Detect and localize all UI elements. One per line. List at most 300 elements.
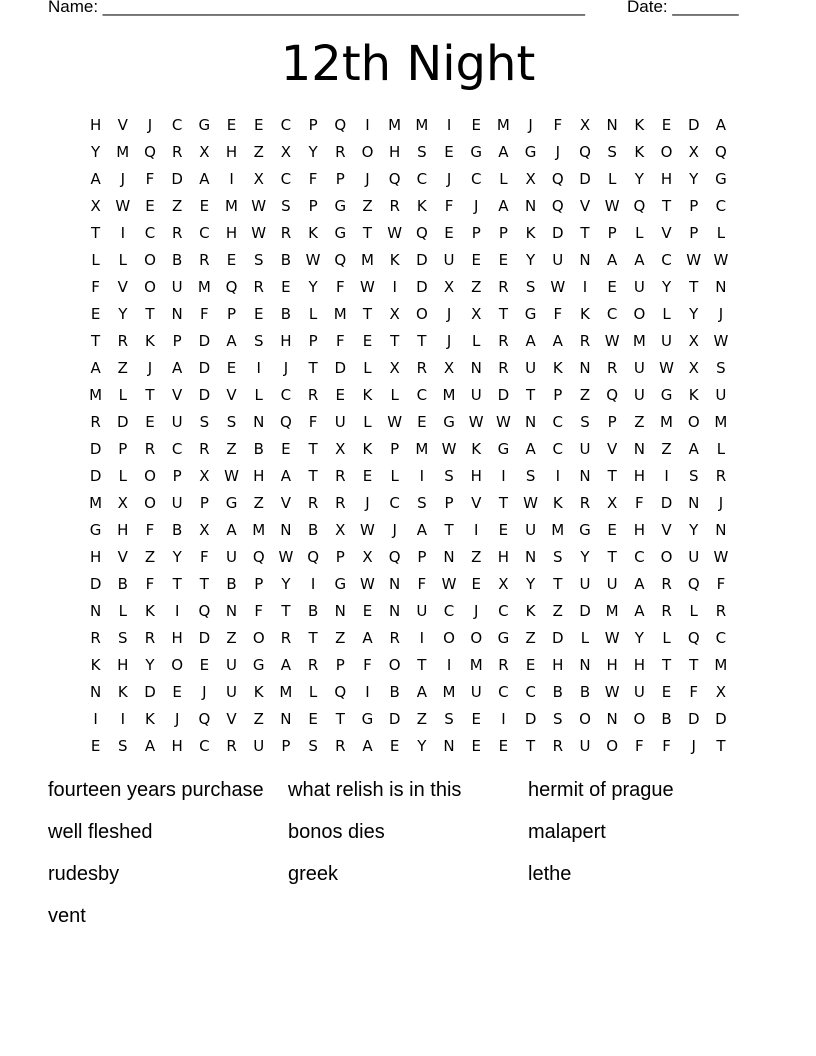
grid-letter: U <box>334 412 346 431</box>
grid-letter: W <box>713 547 729 566</box>
grid-letter: V <box>226 385 237 404</box>
grid-letter: M <box>469 655 483 674</box>
grid-letter: S <box>553 709 563 728</box>
grid-letter: K <box>525 223 536 242</box>
grid-letter: J <box>392 520 397 539</box>
grid-letter: A <box>90 169 101 188</box>
grid-letter: G <box>715 169 727 188</box>
grid-letter: Y <box>308 277 318 296</box>
grid-letter: T <box>335 709 345 728</box>
grid-letter: R <box>253 277 264 296</box>
grid-letter: M <box>714 412 728 431</box>
grid-letter: S <box>253 250 264 269</box>
grid-letter: G <box>361 709 374 728</box>
grid-letter: T <box>308 466 318 485</box>
grid-letter: Q <box>144 142 156 161</box>
grid-letter: U <box>253 736 265 755</box>
grid-letter: F <box>91 277 100 296</box>
grid-row <box>82 462 742 489</box>
grid-letter: L <box>91 250 100 269</box>
grid-letter: L <box>716 223 726 242</box>
grid-letter: J <box>474 196 479 215</box>
grid-letter: S <box>226 412 237 431</box>
grid-letter: E <box>471 736 481 755</box>
grid-letter: E <box>471 709 481 728</box>
date-field-label[interactable]: Date: _______ <box>627 0 739 16</box>
grid-letter: K <box>90 655 101 674</box>
grid-letter: L <box>716 439 726 458</box>
grid-letter: X <box>688 358 699 377</box>
grid-letter: L <box>363 412 372 431</box>
grid-letter: D <box>687 709 700 728</box>
grid-letter: V <box>117 115 128 134</box>
grid-letter: D <box>89 574 102 593</box>
grid-letter: L <box>662 628 671 647</box>
grid-letter: E <box>471 250 481 269</box>
header-line <box>48 0 748 21</box>
grid-letter: N <box>389 601 401 620</box>
grid-letter: I <box>93 709 98 728</box>
grid-letter: T <box>281 601 291 620</box>
grid-letter: S <box>118 736 128 755</box>
grid-letter: A <box>525 331 536 350</box>
grid-letter: A <box>634 574 645 593</box>
grid-letter: I <box>365 115 370 134</box>
grid-letter: E <box>498 250 509 269</box>
grid-letter: A <box>525 439 536 458</box>
grid-letter: C <box>552 412 564 431</box>
grid-letter: U <box>661 331 673 350</box>
grid-letter: E <box>335 385 346 404</box>
grid-row <box>82 624 742 651</box>
grid-letter: W <box>686 250 702 269</box>
grid-letter: E <box>281 439 291 458</box>
grid-letter: K <box>634 142 645 161</box>
grid-letter: F <box>308 169 318 188</box>
grid-letter: W <box>251 223 267 242</box>
word-list <box>48 778 768 928</box>
grid-letter: W <box>713 331 729 350</box>
grid-letter: R <box>335 466 346 485</box>
grid-letter: D <box>144 682 156 701</box>
grid-letter: T <box>362 223 373 242</box>
grid-letter: E <box>253 304 264 323</box>
grid-letter: P <box>172 331 182 350</box>
grid-letter: Z <box>416 709 427 728</box>
grid-row <box>82 300 742 327</box>
grid-letter: D <box>579 169 591 188</box>
grid-letter: V <box>172 385 183 404</box>
grid-letter: N <box>633 439 645 458</box>
grid-letter: D <box>715 709 727 728</box>
grid-letter: N <box>524 196 537 215</box>
grid-letter: Q <box>687 574 700 593</box>
grid-letter: B <box>280 304 292 323</box>
grid-letter: X <box>199 520 210 539</box>
grid-letter: P <box>607 223 617 242</box>
grid-letter: C <box>416 385 428 404</box>
grid-letter: Q <box>198 601 211 620</box>
grid-letter: N <box>253 412 265 431</box>
grid-letter: Y <box>526 574 536 593</box>
word-search-grid <box>82 111 742 759</box>
grid-letter: U <box>226 682 238 701</box>
grid-letter: A <box>280 655 292 674</box>
grid-letter: E <box>444 223 454 242</box>
grid-letter: K <box>117 682 128 701</box>
grid-row <box>82 165 742 192</box>
grid-letter: U <box>171 412 183 431</box>
grid-letter: O <box>415 304 428 323</box>
grid-letter: J <box>120 169 125 188</box>
grid-letter: T <box>390 331 400 350</box>
grid-letter: N <box>579 250 591 269</box>
grid-letter: W <box>278 547 294 566</box>
grid-row <box>82 678 742 705</box>
grid-letter: P <box>308 331 318 350</box>
grid-letter: T <box>716 736 726 755</box>
grid-letter: L <box>472 331 481 350</box>
grid-letter: C <box>416 169 428 188</box>
grid-letter: D <box>416 250 428 269</box>
grid-letter: Q <box>225 277 238 296</box>
grid-letter: C <box>634 547 645 566</box>
grid-letter: H <box>171 628 183 647</box>
grid-letter: T <box>661 655 672 674</box>
grid-letter: W <box>604 196 620 215</box>
grid-letter: N <box>606 709 618 728</box>
grid-letter: T <box>526 736 536 755</box>
grid-letter: G <box>660 385 673 404</box>
grid-letter: Q <box>252 547 265 566</box>
grid-letter: O <box>633 709 646 728</box>
grid-letter: J <box>446 169 452 188</box>
grid-letter: P <box>471 223 481 242</box>
grid-row <box>82 516 742 543</box>
grid-letter: D <box>660 493 673 512</box>
grid-letter: P <box>390 439 400 458</box>
grid-letter: W <box>360 277 375 296</box>
grid-letter: F <box>553 115 563 134</box>
grid-letter: Y <box>417 736 427 755</box>
grid-letter: W <box>523 493 539 512</box>
grid-letter: C <box>389 493 400 512</box>
grid-letter: V <box>661 520 672 539</box>
grid-letter: X <box>443 277 455 296</box>
grid-letter: M <box>660 412 673 431</box>
grid-letter: M <box>442 682 456 701</box>
grid-letter: P <box>444 493 454 512</box>
grid-letter: T <box>362 304 373 323</box>
grid-letter: S <box>580 412 590 431</box>
grid-letter: D <box>198 331 211 350</box>
grid-letter: T <box>444 520 454 539</box>
grid-letter: R <box>307 385 319 404</box>
grid-letter: F <box>417 574 427 593</box>
grid-letter: R <box>552 736 563 755</box>
grid-row <box>82 732 742 759</box>
grid-letter: V <box>607 439 618 458</box>
grid-letter: Z <box>226 628 237 647</box>
grid-letter: X <box>253 169 264 188</box>
word-list-item: bonos dies <box>288 821 385 843</box>
grid-letter: M <box>442 385 456 404</box>
grid-row <box>82 192 742 219</box>
grid-letter: Z <box>552 601 563 620</box>
grid-letter: J <box>474 601 479 620</box>
grid-letter: F <box>254 601 264 620</box>
grid-letter: W <box>604 628 620 647</box>
grid-letter: A <box>362 628 373 647</box>
grid-letter: X <box>362 547 373 566</box>
word-list-item: malapert <box>528 821 606 843</box>
grid-letter: V <box>117 277 128 296</box>
grid-letter: C <box>280 115 292 134</box>
grid-letter: F <box>145 520 155 539</box>
grid-letter: C <box>443 601 455 620</box>
grid-letter: D <box>198 358 211 377</box>
grid-letter: R <box>307 493 319 512</box>
grid-letter: T <box>199 574 209 593</box>
grid-letter: C <box>661 250 672 269</box>
grid-letter: T <box>91 223 101 242</box>
grid-letter: F <box>363 655 372 674</box>
grid-letter: D <box>497 385 510 404</box>
grid-letter: O <box>470 628 483 647</box>
grid-letter: O <box>144 250 156 269</box>
grid-letter: H <box>389 142 401 161</box>
grid-letter: N <box>443 736 455 755</box>
grid-letter: M <box>415 115 429 134</box>
grid-letter: K <box>580 304 590 323</box>
grid-letter: K <box>634 115 645 134</box>
grid-letter: I <box>474 520 479 539</box>
grid-letter: B <box>226 574 237 593</box>
grid-letter: X <box>443 358 455 377</box>
grid-letter: R <box>335 493 346 512</box>
grid-letter: B <box>172 250 183 269</box>
grid-letter: I <box>555 466 560 485</box>
grid-letter: Q <box>415 223 428 242</box>
grid-letter: R <box>335 736 346 755</box>
grid-letter: Z <box>253 709 264 728</box>
grid-letter: T <box>91 331 101 350</box>
grid-letter: S <box>281 196 291 215</box>
grid-letter: M <box>632 331 646 350</box>
grid-row <box>82 327 742 354</box>
grid-letter: A <box>634 601 645 620</box>
grid-letter: M <box>252 520 266 539</box>
grid-letter: C <box>199 736 210 755</box>
grid-letter: O <box>687 412 700 431</box>
grid-letter: D <box>198 628 211 647</box>
grid-letter: X <box>579 115 591 134</box>
grid-letter: D <box>416 277 428 296</box>
grid-letter: N <box>606 115 618 134</box>
grid-letter: C <box>470 169 482 188</box>
grid-letter: F <box>200 547 209 566</box>
grid-letter: A <box>607 250 618 269</box>
grid-letter: Y <box>689 169 699 188</box>
grid-letter: R <box>335 142 346 161</box>
grid-letter: T <box>308 358 318 377</box>
grid-letter: R <box>416 358 428 377</box>
grid-letter: H <box>117 655 129 674</box>
grid-letter: H <box>552 655 564 674</box>
grid-letter: F <box>444 196 454 215</box>
grid-letter: R <box>171 142 183 161</box>
grid-letter: R <box>117 331 128 350</box>
grid-letter: P <box>308 196 318 215</box>
grid-letter: B <box>579 682 591 701</box>
grid-letter: D <box>89 466 102 485</box>
grid-letter: F <box>145 169 155 188</box>
grid-letter: F <box>662 736 671 755</box>
grid-letter: I <box>446 115 452 134</box>
grid-letter: N <box>225 601 238 620</box>
grid-letter: X <box>335 439 346 458</box>
grid-letter: G <box>579 520 591 539</box>
grid-letter: Y <box>281 574 291 593</box>
grid-letter: W <box>441 574 457 593</box>
grid-letter: P <box>417 547 427 566</box>
grid-letter: Z <box>226 439 237 458</box>
grid-letter: H <box>633 466 645 485</box>
grid-letter: N <box>280 709 292 728</box>
grid-letter: E <box>253 115 264 134</box>
grid-letter: B <box>253 439 264 458</box>
grid-letter: Z <box>172 196 183 215</box>
grid-letter: G <box>89 520 102 539</box>
grid-letter: T <box>498 304 508 323</box>
grid-letter: U <box>688 547 700 566</box>
grid-letter: A <box>416 682 427 701</box>
grid-letter: F <box>716 574 726 593</box>
grid-letter: D <box>579 601 591 620</box>
grid-letter: S <box>253 331 264 350</box>
grid-letter: P <box>689 223 699 242</box>
grid-letter: R <box>307 655 319 674</box>
grid-letter: R <box>171 223 183 242</box>
name-field-label[interactable]: Name: ___________________________________________________ <box>48 0 585 16</box>
grid-letter: R <box>715 601 727 620</box>
grid-row <box>82 570 742 597</box>
grid-letter: G <box>497 628 510 647</box>
grid-letter: O <box>144 466 156 485</box>
grid-letter: M <box>360 250 374 269</box>
grid-letter: E <box>199 655 210 674</box>
grid-letter: W <box>659 358 674 377</box>
grid-letter: P <box>281 736 291 755</box>
grid-letter: H <box>225 223 238 242</box>
grid-letter: O <box>252 628 265 647</box>
grid-letter: E <box>172 682 182 701</box>
grid-letter: Q <box>280 412 292 431</box>
grid-letter: E <box>145 196 155 215</box>
grid-letter: V <box>471 493 482 512</box>
grid-letter: X <box>199 466 210 485</box>
grid-letter: Y <box>689 304 699 323</box>
grid-letter: O <box>660 142 673 161</box>
grid-letter: P <box>254 574 264 593</box>
grid-letter: Z <box>144 547 156 566</box>
grid-letter: O <box>579 709 591 728</box>
grid-letter: U <box>715 385 727 404</box>
grid-letter: N <box>443 547 455 566</box>
grid-letter: I <box>120 709 125 728</box>
grid-letter: K <box>145 601 155 620</box>
word-list-item: vent <box>48 905 86 927</box>
grid-letter: U <box>171 493 183 512</box>
grid-letter: Q <box>334 250 347 269</box>
grid-letter: T <box>417 331 427 350</box>
grid-letter: C <box>171 439 183 458</box>
grid-letter: N <box>470 358 482 377</box>
grid-letter: U <box>525 358 537 377</box>
grid-letter: M <box>415 439 429 458</box>
grid-letter: J <box>283 358 289 377</box>
grid-letter: I <box>392 277 397 296</box>
grid-letter: C <box>199 223 210 242</box>
grid-letter: L <box>118 250 127 269</box>
grid-letter: Z <box>579 385 591 404</box>
grid-letter: T <box>607 547 617 566</box>
grid-letter: S <box>525 466 536 485</box>
grid-letter: R <box>389 628 400 647</box>
grid-letter: E <box>226 250 237 269</box>
grid-letter: S <box>444 709 454 728</box>
grid-letter: R <box>90 628 101 647</box>
grid-letter: L <box>499 169 508 188</box>
grid-letter: R <box>498 277 509 296</box>
grid-letter: U <box>525 520 537 539</box>
grid-letter: Q <box>606 385 619 404</box>
grid-letter: X <box>498 574 509 593</box>
grid-letter: C <box>606 304 618 323</box>
grid-letter: J <box>365 493 370 512</box>
grid-letter: B <box>117 574 128 593</box>
grid-letter: A <box>199 169 210 188</box>
grid-letter: S <box>716 358 726 377</box>
word-list-item: greek <box>288 863 339 885</box>
grid-letter: M <box>89 493 103 512</box>
grid-letter: P <box>199 493 209 512</box>
grid-letter: J <box>446 304 452 323</box>
grid-letter: G <box>225 493 238 512</box>
grid-letter: I <box>174 601 180 620</box>
grid-letter: I <box>229 169 234 188</box>
grid-letter: O <box>144 277 156 296</box>
grid-letter: W <box>441 439 457 458</box>
grid-letter: W <box>604 331 620 350</box>
grid-letter: X <box>525 169 536 188</box>
grid-letter: L <box>390 385 399 404</box>
grid-letter: E <box>661 682 672 701</box>
grid-letter: A <box>634 250 645 269</box>
grid-letter: Q <box>551 196 564 215</box>
grid-letter: R <box>280 223 292 242</box>
grid-letter: E <box>145 412 155 431</box>
grid-letter: A <box>226 331 237 350</box>
grid-letter: Q <box>198 709 211 728</box>
grid-letter: T <box>607 466 617 485</box>
grid-letter: U <box>226 547 238 566</box>
grid-letter: E <box>498 520 509 539</box>
grid-letter: O <box>443 628 455 647</box>
grid-letter: Y <box>172 547 182 566</box>
grid-letter: L <box>580 628 590 647</box>
grid-letter: M <box>496 115 510 134</box>
